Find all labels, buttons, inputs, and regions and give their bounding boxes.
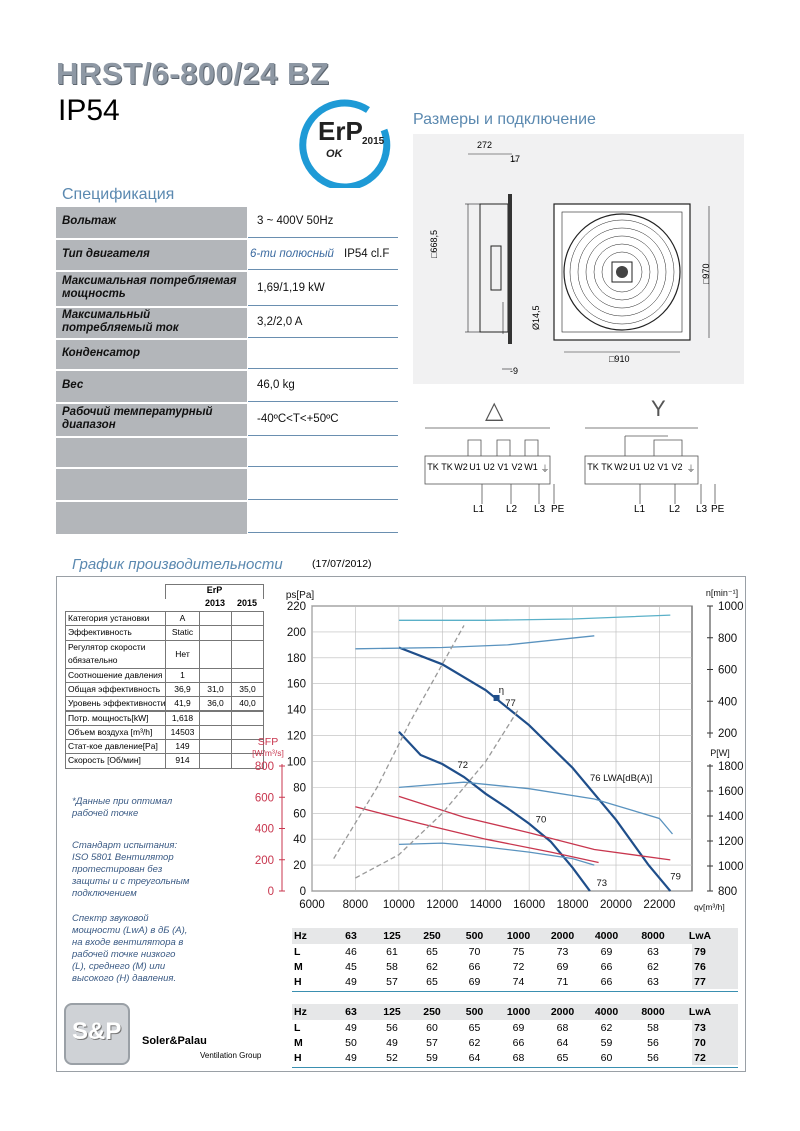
rpm-tick-label: 400 bbox=[718, 696, 738, 709]
terminal-label: U1 bbox=[629, 462, 641, 472]
chart-annotation: 70 bbox=[535, 814, 547, 826]
power-axis-title: P[W] bbox=[710, 748, 730, 758]
sound-header-cell: 63 bbox=[345, 1006, 357, 1018]
terminal-label: TK bbox=[441, 462, 453, 472]
sfp-axis-label: SFP bbox=[257, 736, 279, 748]
sound-cell: 69 bbox=[468, 976, 481, 988]
erp-cell-b: 35,0 bbox=[231, 682, 264, 697]
power-tick-label: 1000 bbox=[718, 861, 744, 873]
sound-header-cell: 125 bbox=[383, 1006, 401, 1018]
spec-value: 46,0 kg bbox=[257, 379, 295, 391]
y-tick-label: 160 bbox=[286, 678, 306, 691]
erp-cell-v: 149 bbox=[165, 739, 200, 754]
y-tick-label: 80 bbox=[293, 782, 306, 795]
sound-cell: 49 bbox=[345, 976, 357, 988]
sound-cell: 65 bbox=[556, 1052, 569, 1064]
dimensions-title: Размеры и подключение bbox=[413, 111, 596, 128]
power-tick-label: 800 bbox=[718, 886, 738, 898]
sound-cell: 66 bbox=[512, 1037, 525, 1049]
y-tick-label: 60 bbox=[293, 808, 306, 821]
sp-logo-text: S&P bbox=[72, 1018, 122, 1045]
spec-value: IP54 cl.F bbox=[344, 247, 390, 260]
sound-cell: M bbox=[294, 1037, 303, 1049]
erp-cell-label: Потр. мощность[kW] bbox=[65, 711, 168, 726]
erp-cell-label: Стат-кое давление[Pa] bbox=[65, 739, 168, 754]
x-tick-label: 10000 bbox=[382, 899, 415, 911]
perf-title: График производительности bbox=[72, 556, 283, 573]
sound-cell: 46 bbox=[345, 946, 357, 958]
dim-970: □970 bbox=[701, 263, 711, 284]
protection-class: IP54 bbox=[58, 94, 120, 127]
spec-value: 3 ~ 400V 50Hz bbox=[257, 215, 334, 227]
sound-header-cell: 125 bbox=[383, 930, 401, 942]
sound-cell: 56 bbox=[647, 1037, 659, 1049]
star-symbol: Y bbox=[651, 396, 666, 421]
line-label: L2 bbox=[506, 504, 518, 515]
line-label: L2 bbox=[669, 504, 681, 515]
rpm-axis-title: n[min⁻¹] bbox=[705, 588, 739, 598]
terminal-label: ⏚ bbox=[686, 464, 696, 474]
y-tick-label: 20 bbox=[293, 860, 306, 873]
spec-value: 1,69/1,19 kW bbox=[257, 281, 325, 294]
sound-cell: 63 bbox=[647, 976, 659, 988]
sound-cell: 73 bbox=[694, 1022, 706, 1034]
erp-table-header: ErP bbox=[165, 584, 264, 599]
terminal-label: V2 bbox=[511, 462, 523, 472]
sound-header-cell: 1000 bbox=[506, 930, 531, 942]
sound-cell: 66 bbox=[600, 961, 613, 973]
erp-cell-v: 1,618 bbox=[165, 711, 200, 726]
y-tick-label: 180 bbox=[286, 652, 306, 665]
sound-cell: 56 bbox=[647, 1052, 659, 1064]
sound-cell: 57 bbox=[426, 1037, 438, 1049]
spec-value: 3,2/2,0 A bbox=[257, 315, 303, 328]
erp-year-2015: 2015 bbox=[236, 598, 258, 608]
sound-cell: H bbox=[294, 976, 302, 988]
sound-table-rule bbox=[292, 1067, 738, 1068]
chart-annotation: 76 LWA[dB(A)] bbox=[589, 772, 653, 784]
spec-label: Максимальный потребляемый ток bbox=[62, 308, 179, 334]
sound-cell: 66 bbox=[468, 961, 481, 973]
sfp-tick-label: 200 bbox=[254, 854, 274, 867]
sound-header-cell: 250 bbox=[423, 1006, 441, 1018]
product-model-title: HRST/6-800/24 BZ bbox=[56, 56, 330, 91]
y-tick-label: 0 bbox=[299, 886, 306, 898]
y-tick-label: 100 bbox=[286, 756, 306, 769]
sound-header-cell: 250 bbox=[423, 930, 441, 942]
chart-annotation: 73 bbox=[596, 877, 608, 889]
erp-cell-label: Скорость [Об/мин] bbox=[65, 753, 168, 768]
spec-value-italic: 6-ти полюсный bbox=[250, 247, 334, 260]
terminal-label: TK bbox=[427, 462, 439, 472]
erp-logo-text: ErP bbox=[318, 116, 363, 146]
x-tick-label: 12000 bbox=[426, 899, 459, 911]
spec-label: Конденсатор bbox=[62, 347, 140, 359]
x-tick-label: 16000 bbox=[513, 899, 546, 911]
power-tick-label: 1200 bbox=[718, 836, 744, 848]
line-label: L1 bbox=[634, 504, 646, 515]
brand-group: Ventilation Group bbox=[200, 1051, 262, 1060]
sound-header-cell: 500 bbox=[465, 930, 484, 942]
brand-name: Soler&Palau bbox=[142, 1035, 207, 1047]
sound-cell: 63 bbox=[647, 946, 659, 958]
sound-cell: 64 bbox=[556, 1037, 569, 1049]
terminal-label: ⏚ bbox=[540, 464, 550, 474]
y-axis-title: ps[Pa] bbox=[285, 590, 315, 601]
sound-cell: 77 bbox=[694, 976, 706, 988]
erp-cell-v: 41,9 bbox=[165, 696, 200, 711]
sound-cell: 49 bbox=[386, 1037, 398, 1049]
rpm-tick-label: 1000 bbox=[718, 601, 744, 613]
sound-cell: 57 bbox=[386, 976, 398, 988]
sound-cell: 65 bbox=[468, 1022, 481, 1034]
erp-cell-v: 14503 bbox=[165, 725, 200, 740]
y-tick-label: 120 bbox=[286, 730, 306, 743]
sound-cell: 64 bbox=[468, 1052, 481, 1064]
terminal-label: W2 bbox=[614, 462, 628, 472]
terminal-label: TK bbox=[601, 462, 613, 472]
sound-cell: H bbox=[294, 1052, 302, 1064]
sound-cell: 76 bbox=[694, 961, 706, 973]
y-tick-label: 40 bbox=[293, 834, 306, 847]
sound-cell: 69 bbox=[600, 946, 613, 958]
spec-label: Вольтаж bbox=[62, 215, 117, 227]
sound-cell: 62 bbox=[600, 1022, 613, 1034]
erp-cell-label: Общая эффективность bbox=[65, 682, 168, 697]
spec-label: Рабочий температурный диапазон bbox=[62, 405, 213, 431]
power-tick-label: 1800 bbox=[718, 761, 744, 773]
sound-cell: 62 bbox=[468, 1037, 481, 1049]
sound-cell: 56 bbox=[386, 1022, 398, 1034]
sound-cell: 60 bbox=[426, 1022, 438, 1034]
sound-table-rule bbox=[292, 991, 738, 992]
chart-annotation: 77 bbox=[505, 697, 516, 709]
terminal-label: V1 bbox=[657, 462, 669, 472]
erp-cell-v: A bbox=[165, 611, 200, 626]
sound-header-cell: 4000 bbox=[594, 1006, 619, 1018]
sound-cell: L bbox=[294, 1022, 301, 1034]
sound-cell: 70 bbox=[694, 1037, 706, 1049]
terminal-label: U2 bbox=[483, 462, 495, 472]
spec-value: -40ºC<T<+50ºC bbox=[257, 412, 339, 425]
erp-cell-v: 1 bbox=[165, 668, 200, 683]
dim-9: -9 bbox=[510, 366, 519, 376]
erp-cell-a: 36,0 bbox=[199, 696, 232, 711]
rpm-tick-label: 800 bbox=[718, 632, 738, 645]
line-label: L3 bbox=[534, 504, 546, 515]
erp-cell-v: Нет bbox=[165, 640, 200, 669]
sound-header-cell: 4000 bbox=[594, 930, 619, 942]
sfp-tick-label: 800 bbox=[254, 761, 274, 773]
sound-header-cell: 2000 bbox=[550, 930, 575, 942]
sound-header-cell: Hz bbox=[294, 1006, 307, 1018]
chart-annotation: η bbox=[498, 684, 505, 696]
erp-logo-year: 2015 bbox=[362, 136, 385, 147]
erp-cell-label: Регулятор скорости обязательно bbox=[65, 640, 168, 669]
spec-label: Вес bbox=[62, 379, 84, 391]
sound-cell: 74 bbox=[512, 976, 525, 988]
sound-cell: 79 bbox=[694, 946, 706, 958]
perf-date: (17/07/2012) bbox=[312, 558, 372, 570]
sound-cell: 65 bbox=[426, 946, 438, 958]
sound-header-cell: 1000 bbox=[506, 1006, 531, 1018]
dim-272: 272 bbox=[477, 140, 493, 150]
erp-cell-label: Соотношение давления bbox=[65, 668, 168, 683]
line-label: L3 bbox=[696, 504, 708, 515]
sound-cell: 71 bbox=[556, 976, 569, 988]
chart-annotation: 79 bbox=[670, 871, 681, 883]
sound-cell: 59 bbox=[600, 1037, 613, 1049]
sound-cell: 69 bbox=[556, 961, 569, 973]
erp-cell-v: 36,9 bbox=[165, 682, 200, 697]
x-tick-label: 14000 bbox=[469, 899, 502, 911]
erp-cell-label: Категория установки bbox=[65, 611, 168, 626]
sfp-tick-label: 400 bbox=[254, 823, 274, 836]
terminal-label: TK bbox=[587, 462, 599, 472]
line-label: PE bbox=[551, 504, 565, 515]
erp-cell-label: Эффективность bbox=[65, 625, 168, 640]
sound-cell: 49 bbox=[345, 1052, 357, 1064]
x-tick-label: 18000 bbox=[556, 899, 589, 911]
rpm-tick-label: 200 bbox=[718, 728, 738, 740]
sound-cell: 68 bbox=[512, 1052, 525, 1064]
sound-header-cell: 8000 bbox=[641, 1006, 665, 1018]
sound-cell: 59 bbox=[426, 1052, 438, 1064]
sound-cell: 72 bbox=[512, 961, 525, 973]
operating-point-marker bbox=[494, 695, 500, 701]
sound-cell: 62 bbox=[426, 961, 438, 973]
terminal-label: W1 bbox=[524, 462, 538, 472]
chart-annotation: 72 bbox=[457, 759, 469, 771]
erp-year-2013: 2013 bbox=[204, 598, 226, 608]
dim-14: Ø14,5 bbox=[531, 305, 541, 330]
erp-cell-a: 31,0 bbox=[199, 682, 232, 697]
terminal-label: V2 bbox=[671, 462, 683, 472]
y-tick-label: 140 bbox=[286, 704, 306, 717]
x-axis-title: qv[m³/h] bbox=[694, 902, 725, 912]
sound-header-cell: LwA bbox=[688, 1006, 712, 1018]
sfp-axis-unit: [W/m³/s] bbox=[252, 748, 284, 758]
x-tick-label: 8000 bbox=[342, 899, 369, 911]
rpm-tick-label: 600 bbox=[718, 664, 738, 677]
sound-cell: 45 bbox=[345, 961, 357, 973]
terminal-label: U2 bbox=[643, 462, 655, 472]
sound-cell: 75 bbox=[512, 946, 525, 958]
erp-cell-v: Static bbox=[165, 625, 200, 640]
line-label: L1 bbox=[473, 504, 485, 515]
sound-cell: 68 bbox=[556, 1022, 569, 1034]
sound-cell: 58 bbox=[386, 961, 398, 973]
spec-label: Максимальная потребляемая мощность bbox=[62, 274, 237, 300]
sfp-tick-label: 0 bbox=[267, 886, 274, 898]
sound-header-cell: 2000 bbox=[550, 1006, 575, 1018]
note-spectrum: Спектр звуковой мощности (LwA) в дБ (А), на входе вентилятора в рабочей точке низкого (L), среднего (M) или высокого (H) давления. bbox=[72, 913, 188, 984]
sound-cell: 52 bbox=[386, 1052, 398, 1064]
x-tick-label: 22000 bbox=[643, 899, 676, 911]
erp-cell-label: Объем воздуха [m³/h] bbox=[65, 725, 168, 740]
terminal-label: V1 bbox=[497, 462, 509, 472]
spec-title: Спецификация bbox=[62, 186, 175, 203]
sound-header-cell: Hz bbox=[294, 930, 307, 942]
x-tick-label: 6000 bbox=[299, 899, 325, 911]
dim-17: 17 bbox=[510, 154, 521, 164]
note-optimal: *Данные при оптимал рабочей точке bbox=[72, 796, 173, 819]
dim-668: □668,5 bbox=[429, 230, 439, 258]
dim-910: □910 bbox=[609, 354, 630, 364]
sound-header-cell: 500 bbox=[465, 1006, 484, 1018]
delta-symbol: △ bbox=[485, 397, 504, 424]
sound-header-cell: 8000 bbox=[641, 930, 665, 942]
spec-label: Тип двигателя bbox=[62, 247, 150, 260]
y-tick-label: 200 bbox=[286, 626, 306, 639]
sound-cell: 61 bbox=[386, 946, 398, 958]
sound-cell: 49 bbox=[345, 1022, 357, 1034]
line-label: PE bbox=[711, 504, 725, 515]
sound-cell: 62 bbox=[647, 961, 659, 973]
power-tick-label: 1600 bbox=[718, 786, 744, 798]
sound-cell: L bbox=[294, 946, 301, 958]
sound-header-cell: 63 bbox=[345, 930, 357, 942]
sound-cell: 50 bbox=[345, 1037, 357, 1049]
erp-cell-b: 40,0 bbox=[231, 696, 264, 711]
x-tick-label: 20000 bbox=[600, 899, 632, 911]
sound-cell: 70 bbox=[468, 946, 481, 958]
erp-logo-ok: OK bbox=[326, 148, 343, 160]
sfp-tick-label: 600 bbox=[254, 792, 274, 805]
sound-cell: 65 bbox=[426, 976, 438, 988]
sound-cell: M bbox=[294, 961, 303, 973]
sound-cell: 60 bbox=[600, 1052, 613, 1064]
terminal-label: W2 bbox=[454, 462, 468, 472]
erp-cell-label: Уровень эффективности bbox=[65, 696, 168, 711]
sound-cell: 58 bbox=[647, 1022, 659, 1034]
sound-cell: 66 bbox=[600, 976, 613, 988]
erp-cell-v: 914 bbox=[165, 753, 200, 768]
sound-cell: 73 bbox=[556, 946, 569, 958]
note-standard: Стандарт испытания: ISO 5801 Вентилятор протестирован без защиты и с треугольным подключением bbox=[72, 840, 190, 899]
sound-cell: 69 bbox=[512, 1022, 525, 1034]
y-tick-label: 220 bbox=[286, 601, 306, 613]
sound-header-cell: LwA bbox=[688, 930, 712, 942]
power-tick-label: 1400 bbox=[718, 811, 744, 823]
sound-cell: 72 bbox=[694, 1052, 706, 1064]
terminal-label: U1 bbox=[469, 462, 481, 472]
